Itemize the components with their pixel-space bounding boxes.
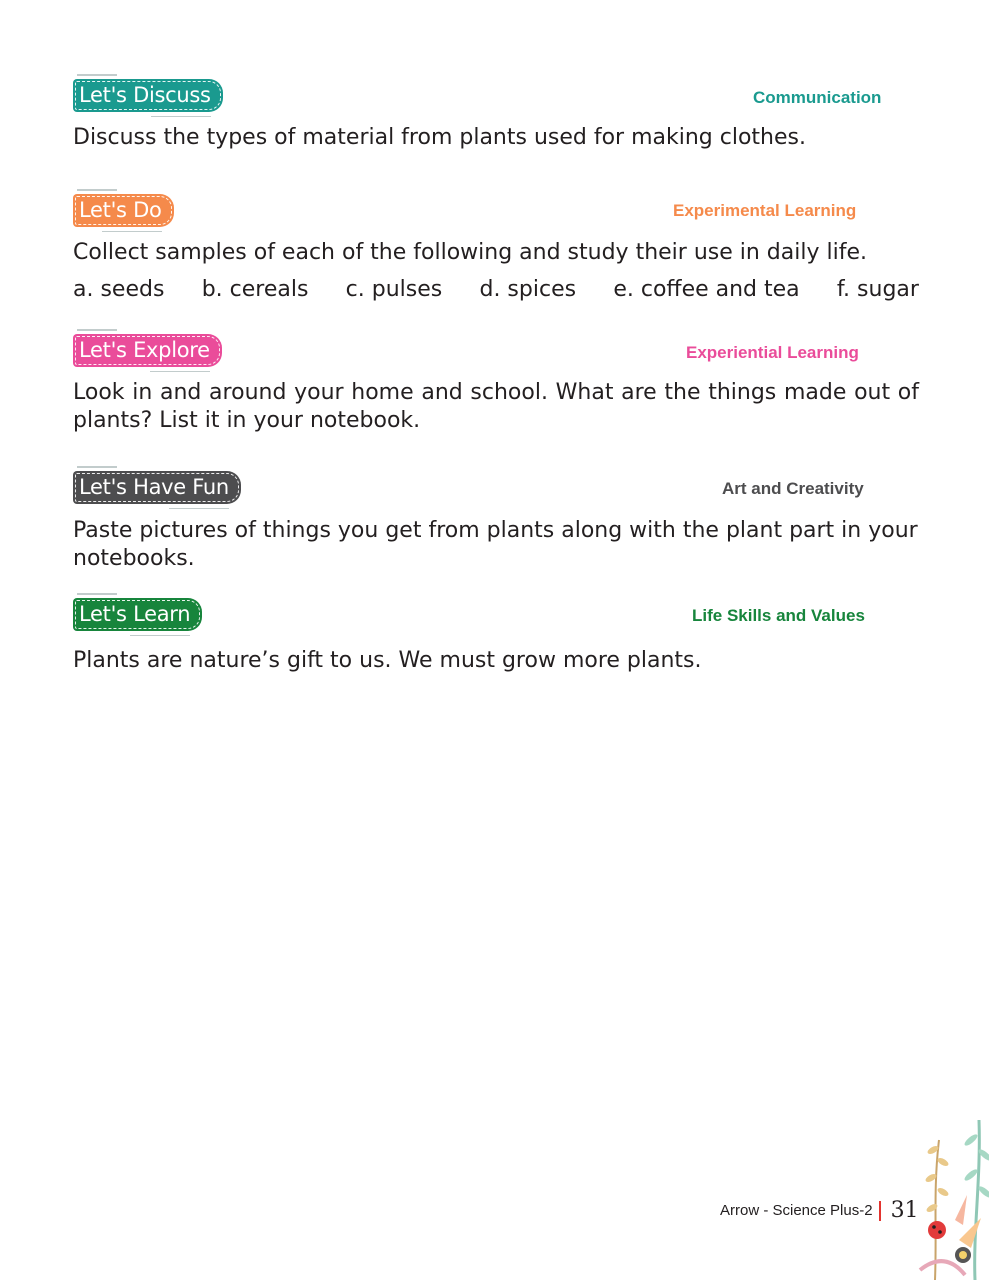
list-item: b. cereals <box>201 277 309 302</box>
page-number: 31 <box>890 1198 919 1223</box>
floral-plant-illustration-icon <box>915 1100 989 1280</box>
list-item: f. sugar <box>836 277 919 302</box>
learn-text: Plants are nature’s gift to us. We must grow more plants. <box>73 648 702 673</box>
do-text: Collect samples of each of the following and study their use in daily life. <box>73 240 867 265</box>
footer-divider <box>879 1201 881 1221</box>
skill-label-communication: Communication <box>753 88 882 107</box>
tag-lets-have-fun: Let's Have Fun <box>73 471 241 504</box>
discuss-text: Discuss the types of material from plants used for making clothes. <box>73 125 806 150</box>
skill-label-experiential-learning: Experiential Learning <box>686 343 859 362</box>
skill-label-life-skills-and-values: Life Skills and Values <box>692 606 865 625</box>
explore-text: Look in and around your home and school. What are the things made out of plants? List it in your notebook. <box>73 380 919 433</box>
tag-lets-do: Let's Do <box>73 194 174 227</box>
tag-lets-explore: Let's Explore <box>73 334 222 367</box>
have-fun-text: Paste pictures of things you get from plants along with the plant part in your notebooks. <box>73 518 918 571</box>
skill-label-art-and-creativity: Art and Creativity <box>722 479 864 498</box>
list-item: c. pulses <box>345 277 443 302</box>
list-item: d. spices <box>479 277 577 302</box>
page-footer <box>720 1198 919 1223</box>
list-item: a. seeds <box>73 277 165 302</box>
book-title: Arrow - Science Plus-2 <box>720 1202 873 1219</box>
sample-list <box>73 276 919 304</box>
tag-lets-learn: Let's Learn <box>73 598 202 631</box>
tag-lets-discuss: Let's Discuss <box>73 79 223 112</box>
skill-label-experimental-learning: Experimental Learning <box>673 201 857 220</box>
list-item: e. coffee and tea <box>613 277 800 302</box>
